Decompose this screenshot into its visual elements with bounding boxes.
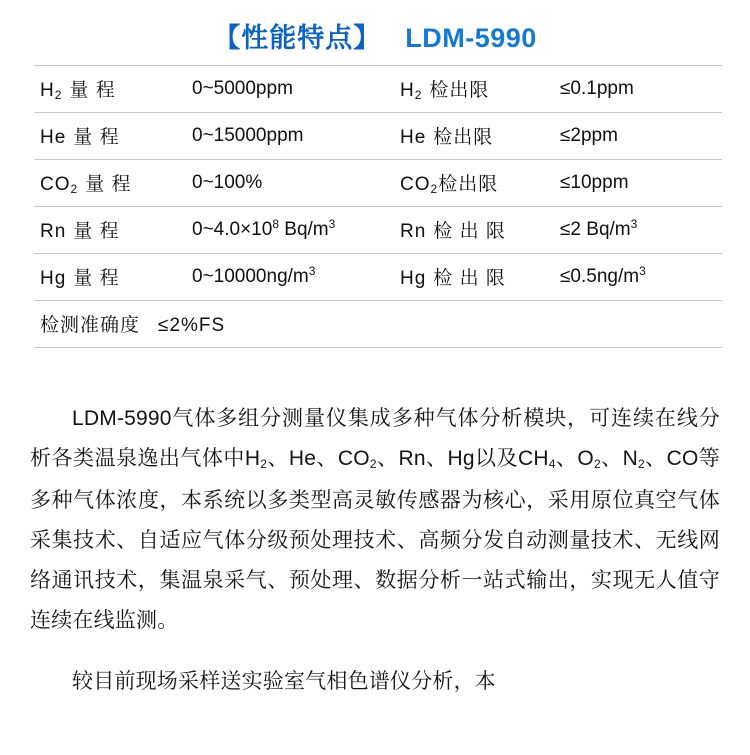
spec-value: 0~5000ppm: [192, 77, 293, 99]
page-header: [0, 0, 750, 65]
table-row-accuracy: [34, 301, 722, 348]
spec-label: Rn 量 程: [40, 221, 120, 242]
specification-table: [34, 65, 722, 348]
accuracy-label: 检测准确度: [40, 315, 141, 336]
spec-label: $H_2$ 量 程: [40, 80, 116, 102]
spec-label-2: Rn 检 出 限: [400, 221, 506, 242]
spec-value-2: ≤2 $Bq/m^3$: [560, 216, 638, 240]
table-row: [34, 160, 722, 207]
table-row: [34, 113, 722, 160]
spec-value: 0~100%: [192, 171, 263, 193]
spec-label-2: $CO_2$检出限: [400, 174, 499, 196]
page-title: 【性能特点】: [213, 23, 382, 53]
product-model: LDM-5990: [405, 23, 537, 53]
spec-label: He 量 程: [40, 127, 120, 148]
table-row: [34, 254, 722, 301]
spec-label-2: $H_2$ 检出限: [400, 80, 490, 102]
table-row: [34, 207, 722, 254]
paragraph-1: LDM-5990气体多组分测量仪集成多种气体分析模块，可连续在线分析各类温泉逸出气体中$H_2$、He、$CO_2$、Rn、Hg以及$CH_4$、$O_2$、$N_2$、CO等多种气体浓度，本系统以多类型高灵敏传感器为核心，采用原位真空气体采集技术、自适应气体分级预处理技术、高频分发自动测量技术、无线网络通讯技术，集温泉采气、预处理、数据分析一站式输出，实现无人值守连续在线监测。: [30, 407, 720, 632]
spec-value: 0~15000ppm: [192, 124, 304, 146]
spec-value-2: ≤0.1ppm: [560, 77, 634, 99]
table-row: [34, 66, 722, 113]
spec-value-2: ≤2ppm: [560, 124, 618, 146]
description-section: [30, 348, 720, 702]
spec-label-2: He 检出限: [400, 127, 494, 148]
paragraph-2: 较目前现场采样送实验室气相色谱仪分析，本: [72, 670, 496, 693]
spec-label: Hg 量 程: [40, 268, 120, 289]
accuracy-cell: [34, 301, 722, 348]
spec-label: $CO_2$ 量 程: [40, 174, 132, 196]
spec-value-2: $\le 0.5ng/m^3$: [560, 263, 646, 287]
spec-value: $0\sim 4.0\times 10^8$ $Bq/m^3$: [192, 216, 336, 240]
spec-value-2: ≤10ppm: [560, 171, 629, 193]
spec-label-2: Hg 检 出 限: [400, 268, 506, 289]
accuracy-value: ≤2%FS: [158, 315, 226, 336]
spec-value: $0\sim 10000ng/m^3$: [192, 263, 316, 287]
